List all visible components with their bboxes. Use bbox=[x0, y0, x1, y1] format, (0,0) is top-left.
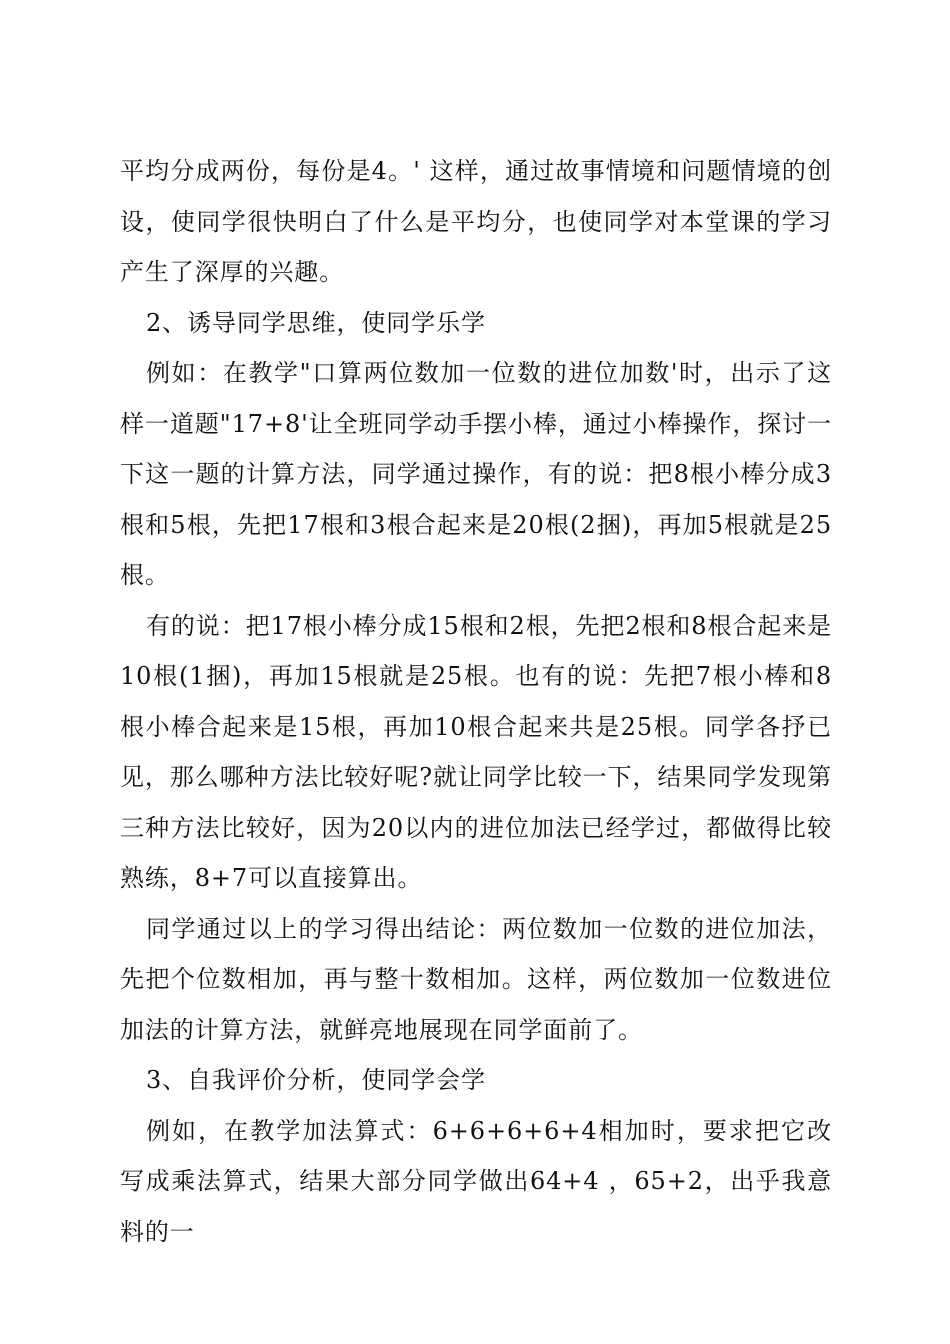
paragraph-example-addition: 例如：在教学"口算两位数加一位数的进位加数'时，出示了这样一道题"17+8'让全班同学动手摆小棒，通过小棒操作，探讨一下这一题的计算方法，同学通过操作，有的说：把8根小棒分成3根和5根，先把17根和3根合起来是20根(2捆)，再加5根就是25根。 bbox=[120, 359, 832, 589]
paragraph-continuation: 平均分成两份，每份是4。' 这样，通过故事情境和问题情境的创设，使同学很快明白了什么是平均分，也使同学对本堂课的学习产生了深厚的兴趣。 bbox=[120, 157, 832, 286]
section-heading-2: 2、诱导同学思维，使同学乐学 bbox=[146, 308, 486, 337]
paragraph-student-methods: 有的说：把17根小棒分成15根和2根，先把2根和8根合起来是10根(1捆)，再加15根就是25根。也有的说：先把7根小棒和8根小棒合起来是15根，再加10根合起来共是25根。同学各抒已见，那么哪种方法比较好呢?就让同学比较一下，结果同学发现第三种方法比较好，因为20以内的进位加法已经学过，都做得比较熟练，8+7可以直接算出。 bbox=[120, 611, 832, 892]
paragraph-conclusion: 同学通过以上的学习得出结论：两位数加一位数的进位加法，先把个位数相加，再与整十数相加。这样，两位数加一位数进位加法的计算方法，就鲜亮地展现在同学面前了。 bbox=[120, 914, 832, 1044]
document-body bbox=[120, 146, 832, 1257]
section-heading-3: 3、自我评价分析，使同学会学 bbox=[146, 1066, 486, 1094]
paragraph-example-multiplication: 例如，在教学加法算式：6+6+6+6+4相加时，要求把它改写成乘法算式，结果大部分同学做出64+4 ，65+2，出乎我意料的一 bbox=[120, 1116, 832, 1246]
